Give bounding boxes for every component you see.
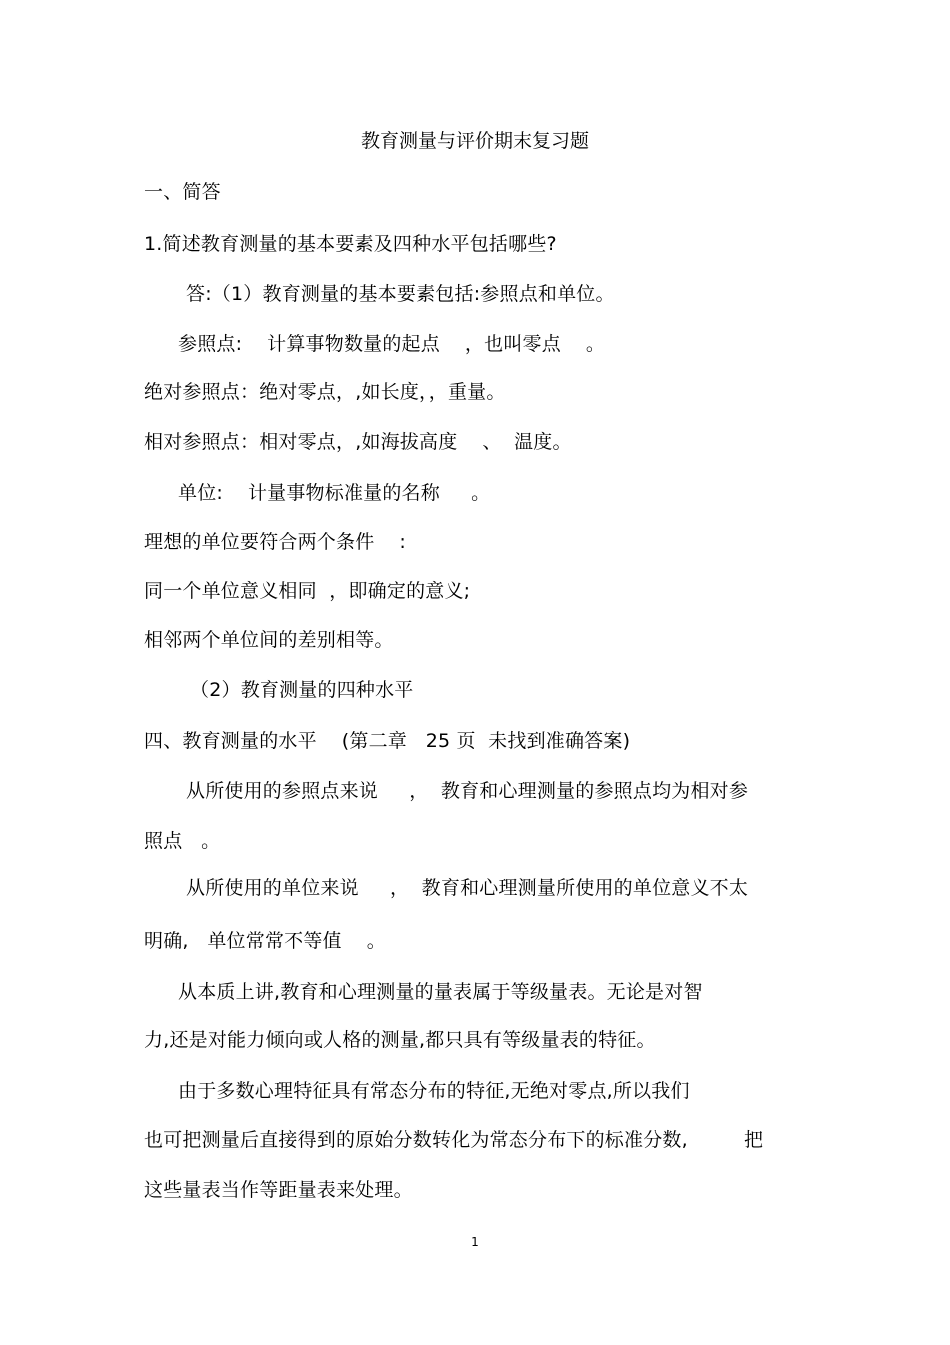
answer-line-8: 相邻两个单位间的差别相等。	[144, 629, 394, 651]
answer-line-12: 照点 。	[144, 830, 221, 852]
answer-line-5: 单位: 计量事物标准量的名称 。	[178, 482, 491, 504]
answer-line-16: 力,还是对能力倾向或人格的测量,都只具有等级量表的特征。	[144, 1029, 656, 1051]
answer-line-18: 也可把测量后直接得到的原始分数转化为常态分布下的标准分数, 把	[144, 1129, 764, 1151]
answer-line-15: 从本质上讲,教育和心理测量的量表属于等级量表。无论是对智	[178, 981, 703, 1003]
answer-line-7: 同一个单位意义相同 ，即确定的意义;	[144, 580, 471, 602]
answer-line-9: （2）教育测量的四种水平	[190, 679, 414, 701]
answer-line-13: 从所使用的单位来说 ， 教育和心理测量所使用的单位意义不太	[186, 877, 749, 899]
section-heading: 一、简答	[144, 181, 221, 203]
answer-line-11: 从所使用的参照点来说 ， 教育和心理测量的参照点均为相对参	[186, 780, 749, 802]
answer-line-1: 答:（1）教育测量的基本要素包括:参照点和单位。	[186, 283, 615, 305]
answer-line-3: 绝对参照点：绝对零点，,如长度，，重量。	[144, 381, 506, 403]
answer-line-10: 四、教育测量的水平 (第二章 25 页 未找到准确答案)	[144, 730, 631, 752]
page-number: 1	[471, 1235, 479, 1249]
question-heading: 1.简述教育测量的基本要素及四种水平包括哪些?	[144, 233, 557, 255]
answer-line-2: 参照点: 计算事物数量的起点 ，也叫零点 。	[178, 333, 606, 355]
document-title: 教育测量与评价期末复习题	[360, 130, 589, 152]
answer-line-6: 理想的单位要符合两个条件 :	[144, 531, 406, 553]
answer-line-14: 明确, 单位常常不等值 。	[144, 930, 386, 952]
answer-line-4: 相对参照点：相对零点，,如海拔高度 、 温度。	[144, 431, 572, 453]
answer-line-19: 这些量表当作等距量表来处理。	[144, 1179, 413, 1201]
answer-line-17: 由于多数心理特征具有常态分布的特征,无绝对零点,所以我们	[178, 1080, 690, 1102]
